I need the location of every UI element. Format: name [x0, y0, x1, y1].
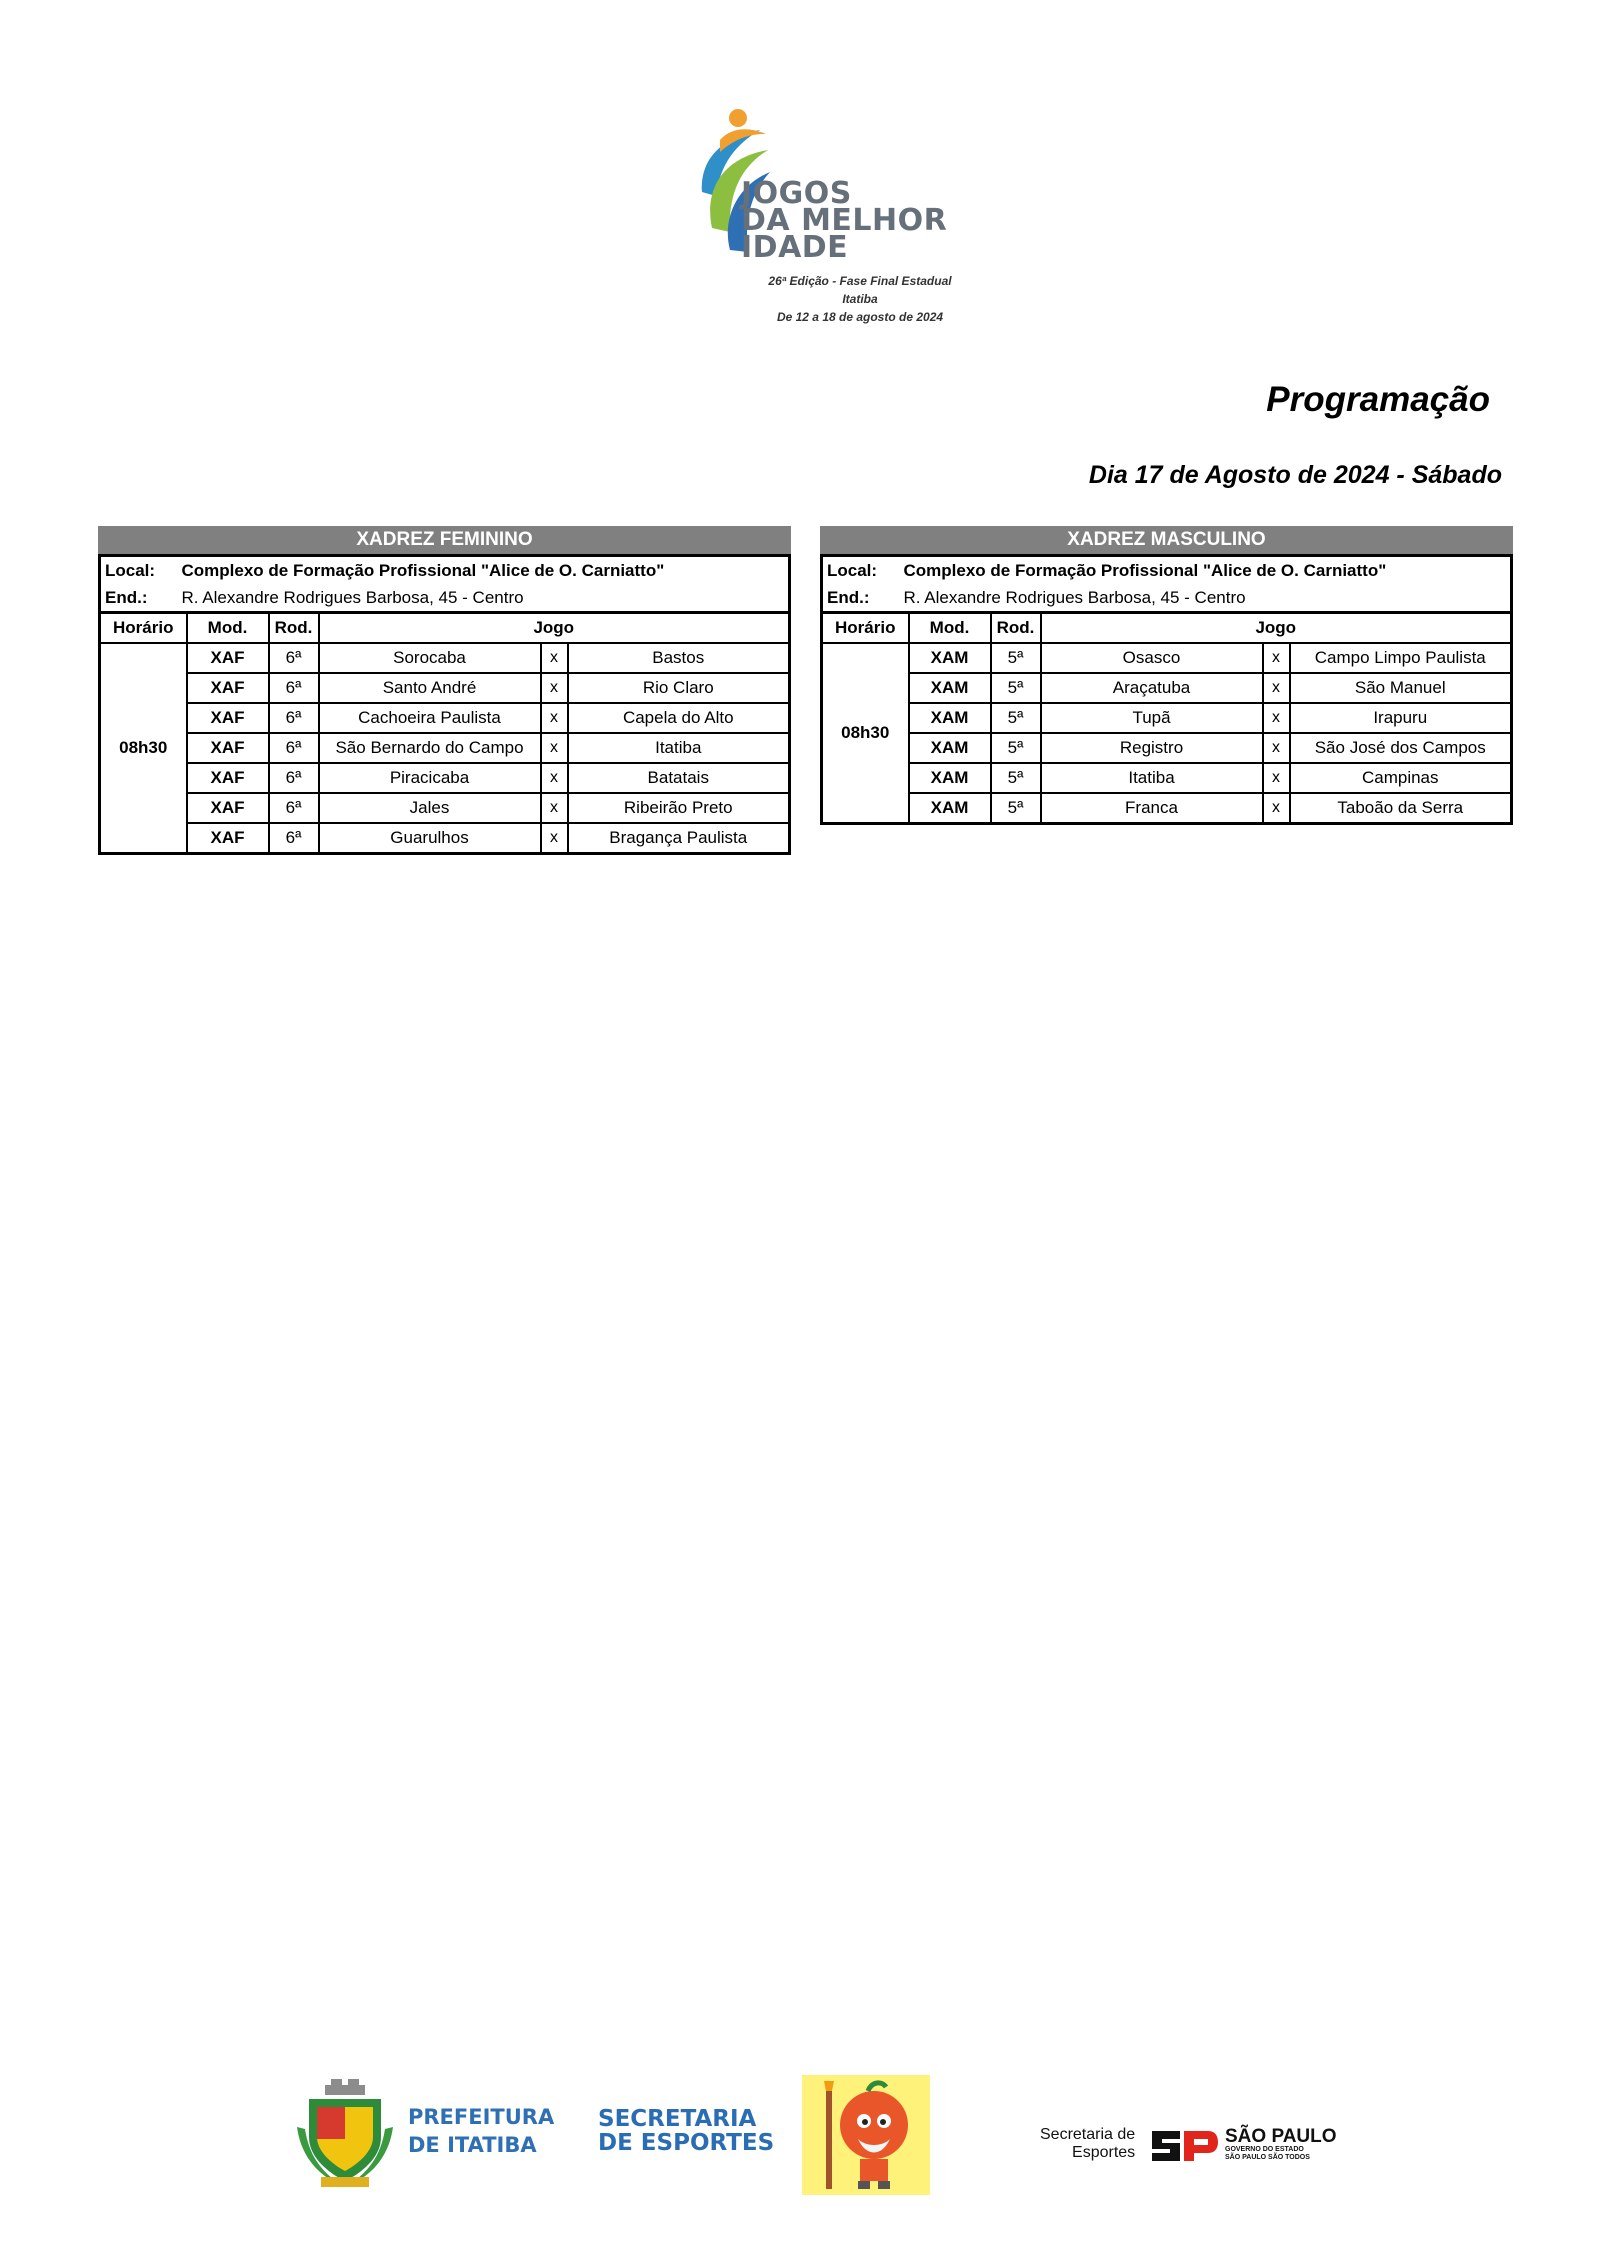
away-team: Batatais [568, 763, 790, 793]
rod-cell: 6ª [269, 733, 319, 763]
home-team: Osasco [1041, 643, 1263, 673]
away-team: Irapuru [1290, 703, 1512, 733]
table-row [822, 643, 1512, 673]
versus: x [541, 763, 568, 793]
schedule-masculino [820, 526, 1513, 825]
address-label: End.: [827, 587, 870, 607]
table-row [100, 793, 790, 823]
mod-cell: XAM [909, 793, 991, 824]
rod-cell: 6ª [269, 823, 319, 854]
address-value: R. Alexandre Rodrigues Barbosa, 45 - Centro [181, 587, 524, 607]
rod-cell: 6ª [269, 703, 319, 733]
header-horario: Horário [822, 613, 909, 644]
away-team: Bragança Paulista [568, 823, 790, 854]
table-row [822, 703, 1512, 733]
table-row [822, 733, 1512, 763]
away-team: Ribeirão Preto [568, 793, 790, 823]
secretaria-esportes-logo: SECRETARIA DE ESPORTES [598, 2106, 775, 2156]
table-row [100, 643, 790, 673]
away-team: Capela do Alto [568, 703, 790, 733]
home-team: Piracicaba [319, 763, 541, 793]
mod-cell: XAF [187, 673, 269, 703]
table-row [822, 763, 1512, 793]
mod-cell: XAM [909, 703, 991, 733]
local-value: Complexo de Formação Profissional "Alice de O. Carniatto" [181, 560, 665, 580]
home-team: São Bernardo do Campo [319, 733, 541, 763]
mod-cell: XAF [187, 823, 269, 854]
event-subtitle: 26ª Edição - Fase Final Estadual Itatiba De 12 a 18 de agosto de 2024 [768, 274, 952, 324]
table-row [100, 703, 790, 733]
table-row [100, 733, 790, 763]
local-label: Local: [827, 560, 878, 580]
rod-cell: 5ª [991, 703, 1041, 733]
rod-cell: 5ª [991, 793, 1041, 824]
table-row [822, 673, 1512, 703]
mod-cell: XAF [187, 703, 269, 733]
versus: x [541, 793, 568, 823]
table-row [822, 793, 1512, 824]
header-mod: Mod. [187, 613, 269, 644]
footer-logos [0, 2075, 1600, 2225]
local-value: Complexo de Formação Profissional "Alice de O. Carniatto" [903, 560, 1387, 580]
versus: x [541, 823, 568, 854]
mod-cell: XAM [909, 733, 991, 763]
schedule-feminino [98, 526, 791, 855]
table-header-row [100, 613, 790, 644]
event-title: JOGOS DA MELHOR IDADE [741, 176, 948, 265]
home-team: Guarulhos [319, 823, 541, 854]
city-coat-of-arms-icon [295, 2077, 395, 2193]
table-row [100, 673, 790, 703]
rod-cell: 6ª [269, 793, 319, 823]
table-title: XADREZ FEMININO [98, 526, 791, 554]
venue-info [98, 554, 791, 611]
table-header-row [822, 613, 1512, 644]
home-team: Sorocaba [319, 643, 541, 673]
versus: x [1263, 643, 1290, 673]
header-mod: Mod. [909, 613, 991, 644]
mod-cell: XAF [187, 643, 269, 673]
table-title: XADREZ MASCULINO [820, 526, 1513, 554]
versus: x [1263, 793, 1290, 824]
away-team: Bastos [568, 643, 790, 673]
rod-cell: 5ª [991, 643, 1041, 673]
home-team: Franca [1041, 793, 1263, 824]
rod-cell: 6ª [269, 673, 319, 703]
away-team: São José dos Campos [1290, 733, 1512, 763]
games-table [820, 611, 1513, 825]
rod-cell: 5ª [991, 733, 1041, 763]
time-cell: 08h30 [100, 643, 187, 854]
sp-secretaria-text: Secretaria de Esportes [1040, 2126, 1136, 2161]
mascot-icon [802, 2075, 930, 2195]
versus: x [1263, 673, 1290, 703]
mod-cell: XAM [909, 643, 991, 673]
local-label: Local: [105, 560, 156, 580]
venue-info [820, 554, 1513, 611]
home-team: Cachoeira Paulista [319, 703, 541, 733]
home-team: Araçatuba [1041, 673, 1263, 703]
table-row [100, 823, 790, 854]
mod-cell: XAF [187, 763, 269, 793]
home-team: Santo André [319, 673, 541, 703]
time-cell: 08h30 [822, 643, 909, 824]
away-team: Rio Claro [568, 673, 790, 703]
rod-cell: 5ª [991, 673, 1041, 703]
sp-state-text: SÃO PAULO GOVERNO DO ESTADO SÃO PAULO SÃO TODOS [1225, 2126, 1337, 2161]
home-team: Jales [319, 793, 541, 823]
mod-cell: XAM [909, 673, 991, 703]
mod-cell: XAM [909, 763, 991, 793]
away-team: Taboão da Serra [1290, 793, 1512, 824]
address-label: End.: [105, 587, 148, 607]
page-title: Programação [1266, 380, 1490, 419]
home-team: Tupã [1041, 703, 1263, 733]
page-date: Dia 17 de Agosto de 2024 - Sábado [1088, 461, 1502, 489]
header-rod: Rod. [269, 613, 319, 644]
table-row [100, 763, 790, 793]
rod-cell: 5ª [991, 763, 1041, 793]
away-team: Itatiba [568, 733, 790, 763]
sp-logo-icon [1150, 2125, 1220, 2165]
versus: x [541, 733, 568, 763]
away-team: Campo Limpo Paulista [1290, 643, 1512, 673]
mod-cell: XAF [187, 793, 269, 823]
home-team: Itatiba [1041, 763, 1263, 793]
versus: x [1263, 733, 1290, 763]
rod-cell: 6ª [269, 643, 319, 673]
home-team: Registro [1041, 733, 1263, 763]
versus: x [1263, 763, 1290, 793]
mod-cell: XAF [187, 733, 269, 763]
header-jogo: Jogo [1041, 613, 1512, 644]
away-team: Campinas [1290, 763, 1512, 793]
rod-cell: 6ª [269, 763, 319, 793]
versus: x [541, 703, 568, 733]
header-horario: Horário [100, 613, 187, 644]
address-value: R. Alexandre Rodrigues Barbosa, 45 - Centro [903, 587, 1246, 607]
away-team: São Manuel [1290, 673, 1512, 703]
prefeitura-text: PREFEITURA DE ITATIBA [408, 2105, 555, 2157]
event-logo [690, 100, 970, 330]
versus: x [541, 673, 568, 703]
header-jogo: Jogo [319, 613, 790, 644]
versus: x [1263, 703, 1290, 733]
versus: x [541, 643, 568, 673]
games-table [98, 611, 791, 855]
header-rod: Rod. [991, 613, 1041, 644]
